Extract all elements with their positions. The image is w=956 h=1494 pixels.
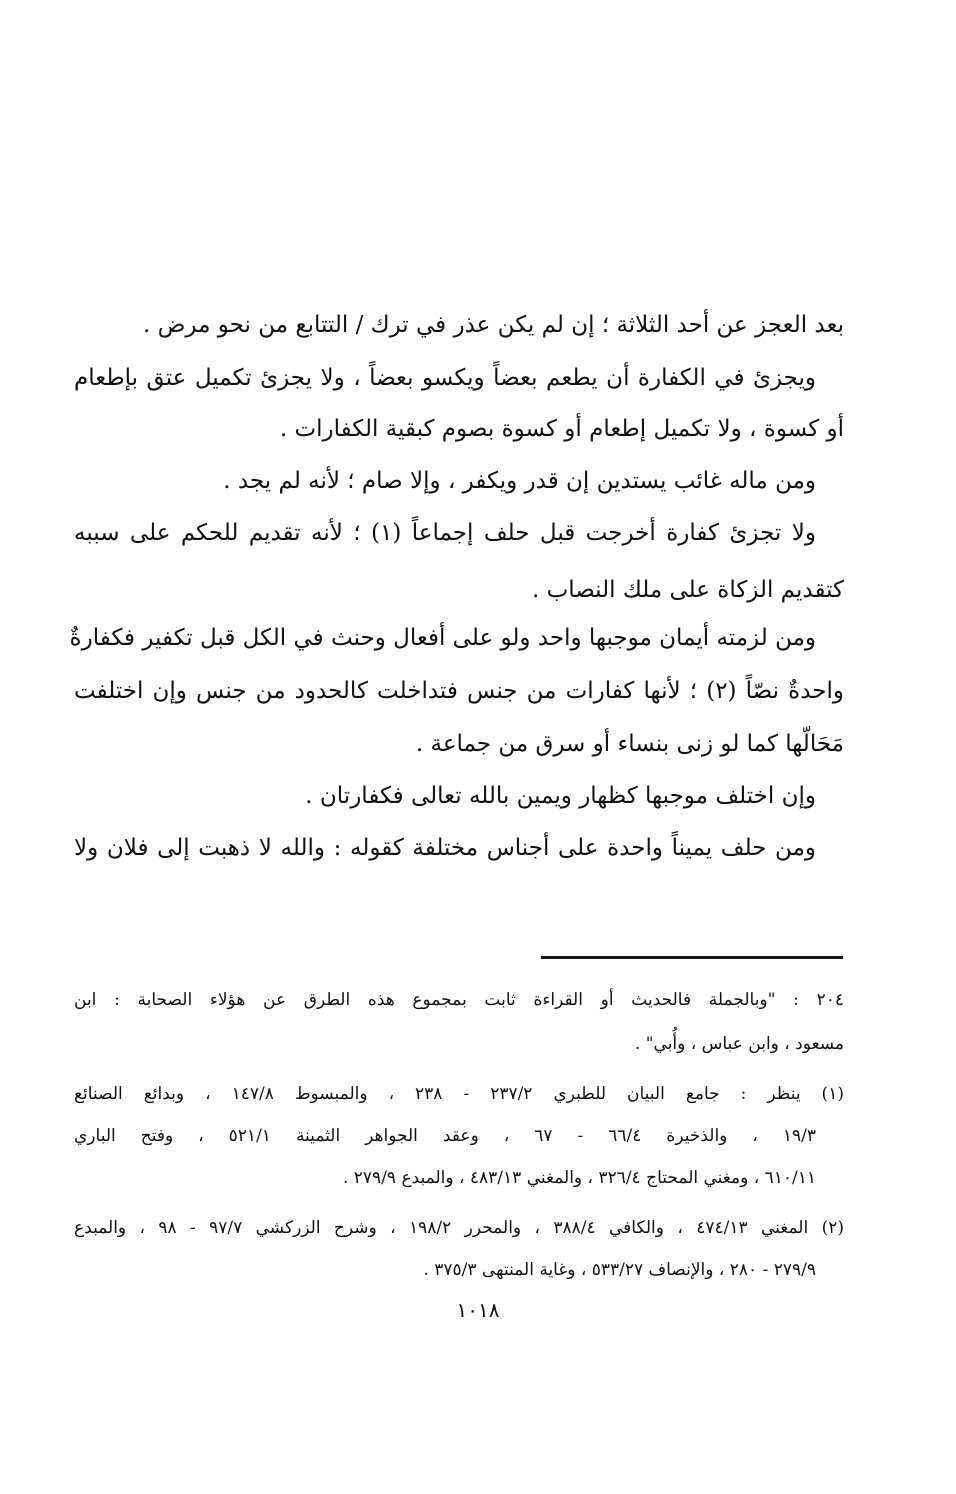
footnote-204-line-2: مسعود ، وابن عباس ، وأُبي" . (634, 1034, 844, 1054)
footnote-1-line-3: ٦١٠/١١ ، ومغني المحتاج ٣٢٦/٤ ، والمغني ٤٨٣/١٣ ، والمبدع ٢٧٩/٩ . (342, 1168, 816, 1188)
body-line-3: أو كسوة ، ولا تكميل إطعام أو كسوة بصوم كبقية الكفارات . (279, 416, 844, 442)
body-line-1: بعد العجز عن أحد الثلاثة ؛ إن لم يكن عذر في ترك / التتابع من نحو مرض . (143, 312, 844, 338)
body-line-4: ومن ماله غائب يستدين إن قدر ويكفر ، وإلا صام ؛ لأنه لم يجد . (223, 468, 816, 494)
body-line-8: واحدةٌ نصّاً (٢) ؛ لأنها كفارات من جنس فتداخلت كالحدود من جنس وإن اختلفت (74, 678, 845, 704)
body-line-7: ومن لزمته أيمان موجبها واحد ولو على أفعال وحنث في الكل قبل تكفير فكفارةٌ (69, 625, 816, 651)
footnote-204-line-1: ٢٠٤ : "وبالجملة فالحديث أو القراءة ثابت بمجموع هذه الطرق عن هؤلاء الصحابة : ابن (74, 990, 844, 1010)
body-line-2: ويجزئ في الكفارة أن يطعم بعضاً ويكسو بعضاً ، ولا يجزئ تكميل عتق بإطعام (74, 365, 816, 391)
body-line-10: وإن اختلف موجبها كظهار ويمين بالله تعالى فكفارتان . (305, 783, 816, 809)
body-line-5: ولا تجزئ كفارة أخرجت قبل حلف إجماعاً (١) ؛ لأنه تقديم للحكم على سببه (74, 520, 816, 546)
body-line-6: كتقديم الزكاة على ملك النصاب . (531, 577, 844, 603)
footnote-divider (541, 956, 843, 959)
body-line-9: مَحَالّها كما لو زنى بنساء أو سرق من جماعة . (415, 731, 844, 757)
footnote-1-line-1: (١) ينظر : جامع البيان للطبري ٢٣٧/٢ - ٢٣٨ ، والمبسوط ١٤٧/٨ ، وبدائع الصنائع (74, 1084, 844, 1104)
page-number: ١٠١٨ (456, 1298, 500, 1322)
body-line-11: ومن حلف يميناً واحدة على أجناس مختلفة كقوله : والله لا ذهبت إلى فلان ولا (74, 835, 816, 861)
footnote-2-line-2: ٢٧٩/٩ - ٢٨٠ ، والإنصاف ٥٣٣/٢٧ ، وغاية المنتهى ٣٧٥/٣ . (423, 1260, 816, 1280)
footnote-1-line-2: ١٩/٣ ، والذخيرة ٦٦/٤ - ٦٧ ، وعقد الجواهر الثمينة ٥٢١/١ ، وفتح الباري (74, 1126, 816, 1146)
footnote-2-line-1: (٢) المغني ٤٧٤/١٣ ، والكافي ٣٨٨/٤ ، والمحرر ١٩٨/٢ ، وشرح الزركشي ٩٧/٧ - ٩٨ ، والمبدع (74, 1218, 844, 1238)
